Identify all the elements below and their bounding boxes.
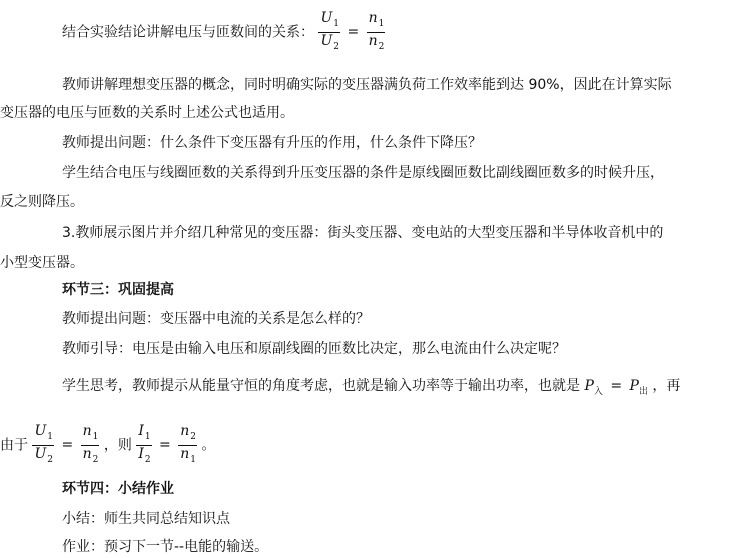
text-line: 小结：师生共同总结知识点 — [62, 511, 230, 527]
text-line: 教师引导：电压是由输入电压和原副线圈的匝数比决定，那么电流由什么决定呢？ — [62, 341, 566, 357]
text-line: 教师提出问题：变压器中电流的关系是怎么样的？ — [62, 311, 370, 327]
current-ratio-fraction: $\frac{I_1}{I_2}$ — [138, 423, 151, 465]
line-text: ，再 — [652, 378, 681, 394]
inverse-turns-ratio-fraction: $\frac{n_2}{n_1}$ — [180, 423, 196, 465]
section-heading: 环节三：巩固提高 — [62, 282, 174, 298]
voltage-ratio-fraction: $\frac{U_1}{U_2}$ — [320, 10, 339, 52]
text-line: 小型变压器。 — [0, 255, 84, 271]
line-text: 结合实验结论讲解电压与匝数间的关系： — [62, 24, 314, 41]
text-line — [62, 377, 680, 401]
text-line: 反之则降压。 — [0, 194, 84, 210]
line-text: 。 — [201, 437, 216, 454]
turns-ratio-fraction: $\frac{n_1}{n_2}$ — [368, 10, 385, 52]
equals-sign: = — [347, 24, 360, 41]
power-out-symbol: $P_出$ — [629, 378, 648, 397]
text-line: 教师提出问题：什么条件下变压器有升压的作用，什么条件下降压？ — [62, 135, 482, 151]
equals-sign: = — [159, 437, 171, 454]
line-text: ，则 — [103, 437, 132, 454]
text-line: 学生结合电压与线圈匝数的关系得到升压变压器的条件是原线圈匝数比副线圈匝数多的时候升压， — [62, 165, 664, 181]
text-line: 教师讲解理想变压器的概念，同时明确实际的变压器满负荷工作效率能到达 90%，因此在计算实际 — [62, 77, 672, 93]
text-line: 变压器的电压与匝数的关系时上述公式也适用。 — [0, 105, 294, 121]
equals-sign: = — [610, 378, 623, 394]
turns-ratio-fraction: $\frac{n_1}{n_2}$ — [82, 423, 99, 465]
equals-sign: = — [61, 437, 74, 454]
line-text: 由于 — [0, 437, 28, 454]
voltage-ratio-fraction: $\frac{U_1}{U_2}$ — [34, 423, 53, 465]
text-line — [62, 10, 385, 55]
text-line: 3.教师展示图片并介绍几种常见的变压器：街头变压器、变电站的大型变压器和半导体收音机中的 — [62, 225, 664, 241]
line-text: 学生思考，教师提示从能量守恒的角度考虑，也就是输入功率等于输出功率，也就是 — [62, 378, 580, 394]
power-in-symbol: $P_入$ — [584, 378, 603, 397]
section-heading: 环节四：小结作业 — [62, 481, 174, 497]
text-line: 作业：预习下一节--电能的输送。 — [62, 539, 269, 555]
text-line — [0, 423, 215, 468]
